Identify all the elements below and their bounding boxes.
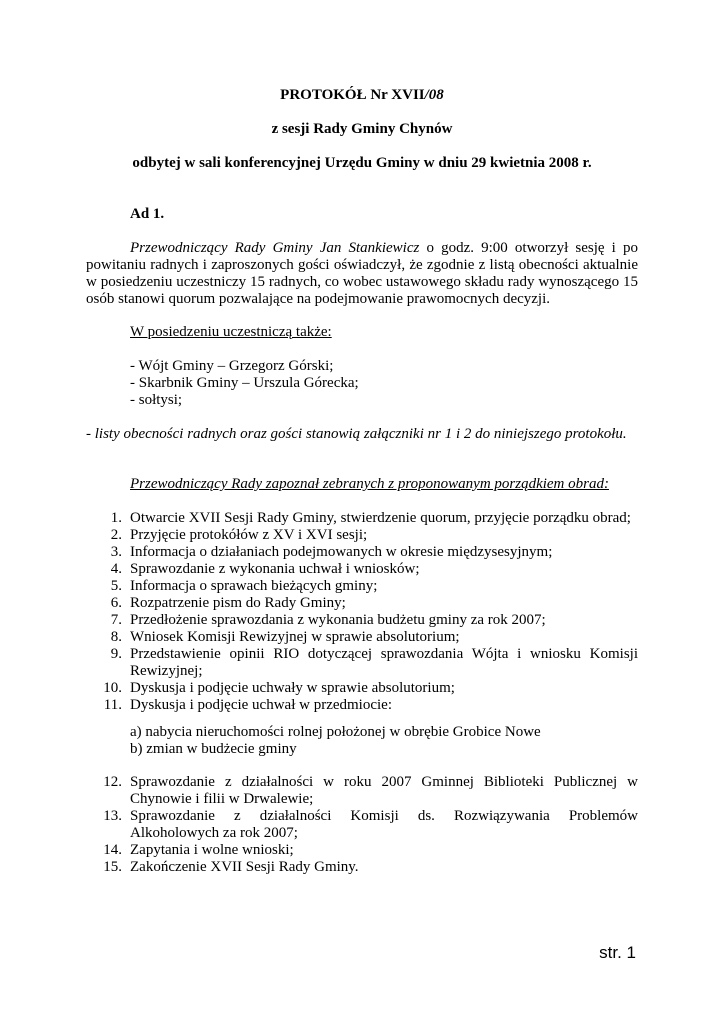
session-place-date: odbytej w sali konferencyjnej Urzędu Gminy w dniu 29 kwietnia 2008 r. [132, 155, 592, 171]
agenda-subitems [130, 724, 541, 758]
agenda-item: 10. Dyskusja i podjęcie uchwały w sprawie absolutorium; [103, 680, 455, 696]
attachments-note: - listy obecności radnych oraz gości stanowią załączniki nr 1 i 2 do niniejszego protokołu. [86, 426, 627, 442]
agenda-item: 11. Dyskusja i podjęcie uchwał w przedmiocie: [103, 697, 393, 713]
agenda-list [86, 510, 638, 714]
agenda-item: 4. Sprawozdanie z wykonania uchwał i wniosków; [110, 561, 420, 577]
participant-item: - sołtysi; [130, 392, 183, 408]
agenda-item: 2. Przyjęcie protokółów z XV i XVI sesji; [110, 527, 368, 543]
agenda-item: 15. Zakończenie XVII Sesji Rady Gminy. [103, 859, 359, 875]
opening-text: o godz. 9:00 otworzył sesję i po powitaniu radnych i zaproszonych gości oświadczył, że zgodnie z listą obecności aktualnie w posiedzeniu uczestniczy 15 radnych, co wobec ustawowego składu rady wynoszącego 15 osób stanowi quorum pozwalające na podejmowanie prawomocnych decyzji. [86, 240, 638, 307]
agenda-item: 9. Przedstawienie opinii RIO dotyczącej sprawozdania Wójta i wniosku Komisji Rewizyjnej; [110, 646, 638, 679]
agenda-item: 14. Zapytania i wolne wnioski; [103, 842, 294, 858]
opening-paragraph [86, 240, 638, 308]
agenda-item: 12. Sprawozdanie z działalności w roku 2007 Gminnej Biblioteki Publicznej w Chynowie i filii w Drwalewie; [103, 774, 638, 807]
page-number: str. 1 [599, 943, 636, 962]
agenda-item: 8. Wniosek Komisji Rewizyjnej w sprawie absolutorium; [110, 629, 460, 645]
agenda-item: 3. Informacja o działaniach podejmowanych w okresie międzysesyjnym; [110, 544, 553, 560]
title-main: PROTOKÓŁ Nr XVII [280, 87, 425, 103]
title-suffix: /08 [424, 87, 444, 103]
agenda-subitem: b) zmian w budżecie gminy [130, 741, 297, 757]
chairman-name: Przewodniczący Rady Gminy Jan Stankiewicz [130, 240, 420, 256]
agenda-list-continued [86, 774, 638, 876]
participants-list [130, 358, 359, 409]
document-title [86, 87, 638, 104]
agenda-subitem: a) nabycia nieruchomości rolnej położonej w obrębie Grobice Nowe [130, 724, 541, 740]
participant-item: - Skarbnik Gminy – Urszula Górecka; [130, 375, 359, 391]
participants-heading: W posiedzeniu uczestniczą także: [130, 324, 332, 340]
agenda-item: 5. Informacja o sprawach bieżących gminy; [110, 578, 378, 594]
section-heading: Ad 1. [130, 206, 165, 222]
agenda-item: 1. Otwarcie XVII Sesji Rady Gminy, stwierdzenie quorum, przyjęcie porządku obrad; [110, 510, 631, 526]
agenda-item: 6. Rozpatrzenie pism do Rady Gminy; [110, 595, 346, 611]
document-subtitle: z sesji Rady Gminy Chynów [271, 121, 453, 137]
agenda-item: 7. Przedłożenie sprawozdania z wykonania budżetu gminy za rok 2007; [110, 612, 546, 628]
agenda-intro: Przewodniczący Rady zapoznał zebranych z proponowanym porządkiem obrad: [130, 476, 609, 492]
agenda-item: 13. Sprawozdanie z działalności Komisji ds. Rozwiązywania Problemów Alkoholowych za rok 2007; [103, 808, 638, 841]
participant-item: - Wójt Gminy – Grzegorz Górski; [130, 358, 334, 374]
